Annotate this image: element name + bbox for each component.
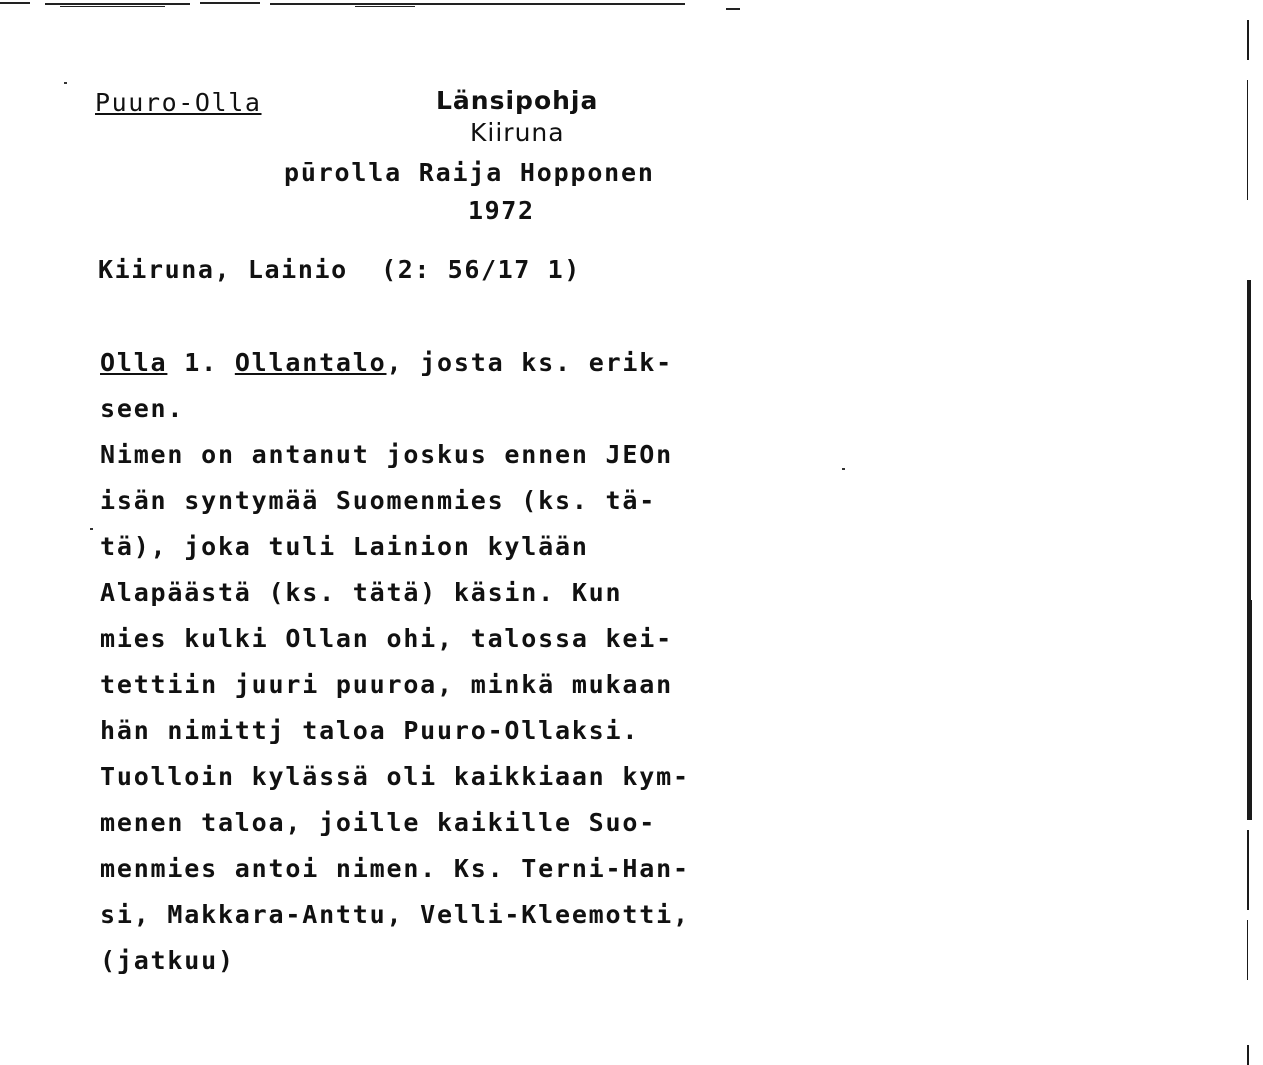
region-label: Länsipohja	[436, 86, 599, 115]
entry-line: (jatkuu)	[100, 946, 235, 975]
card-right-edge	[1245, 20, 1251, 1065]
entry-line: menmies antoi nimen. Ks. Terni-Han-	[100, 854, 690, 883]
headword: Olla	[100, 348, 168, 377]
entry-line: si, Makkara-Anttu, Velli-Kleemotti,	[100, 900, 690, 929]
entry-first-line	[100, 348, 673, 377]
entry-line: mies kulki Ollan ohi, talossa kei-	[100, 624, 673, 653]
year-label: 1972	[468, 196, 535, 225]
entry-line: tä), joka tuli Lainion kylään	[100, 532, 589, 561]
card-top-edge	[0, 2, 740, 6]
entry-line: isän syntymää Suomenmies (ks. tä-	[100, 486, 657, 515]
collector-label: pūrolla Raija Hopponen	[284, 158, 655, 187]
entry-number: 1.	[184, 348, 218, 377]
linked-name: Ollantalo	[234, 348, 387, 377]
speck	[842, 468, 845, 470]
entry-line: tettiin juuri puuroa, minkä mukaan	[100, 670, 673, 699]
entry-line: Tuolloin kylässä oli kaikkiaan kym-	[100, 762, 690, 791]
place-label: Kiiruna	[470, 118, 565, 147]
reference-line: Kiiruna, Lainio (2: 56/17 1)	[98, 255, 581, 284]
entry-line: seen.	[100, 394, 185, 423]
entry-line: hän nimittj taloa Puuro-Ollaksi.	[100, 716, 640, 745]
entry-line: menen taloa, joille kaikille Suo-	[100, 808, 657, 837]
entry-line-rest: , josta ks. erik-	[386, 348, 673, 377]
speck	[90, 528, 93, 530]
card-title: Puuro-Olla	[95, 88, 262, 117]
entry-line: Alapäästä (ks. tätä) käsin. Kun	[100, 578, 623, 607]
entry-line: Nimen on antanut joskus ennen JEOn	[100, 440, 673, 469]
speck	[64, 82, 67, 84]
